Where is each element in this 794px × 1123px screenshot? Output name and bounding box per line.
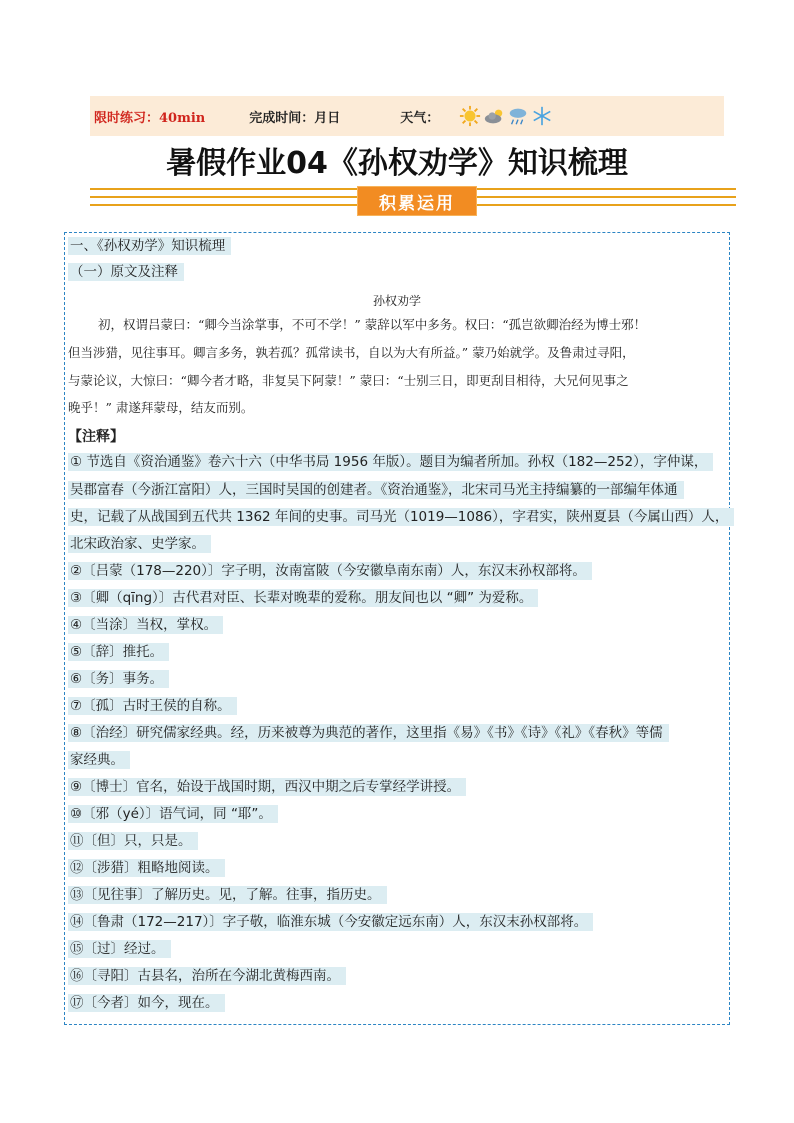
rain-icon <box>507 105 529 127</box>
note-item: ⑭〔鲁肃（172—217）〕字子敬，临淮东城（今安徽定远东南）人，东汉末孙权部将。 <box>68 912 593 932</box>
poem-line: 初，权谓吕蒙曰：“卿今当涂掌事，不可不学！” 蒙辞以军中多务。权曰：“孤岂欲卿治经为博士邪！ <box>98 317 647 332</box>
section-subheading: （一）原文及注释 <box>68 262 184 282</box>
poem-title: 孙权劝学 <box>372 294 421 308</box>
note-line: 史，记载了从战国到五代共 1362 年间的史事。司马光（1019—1086），字君实，陕州夏县（今属山西）人， <box>68 507 734 527</box>
note-item: ⑫〔涉猎〕粗略地阅读。 <box>68 858 225 878</box>
note-item: ⑧〔治经〕研究儒家经典。经，历来被尊为典范的著作，这里指《易》《书》《诗》《礼》《春秋》等儒 <box>68 723 669 743</box>
note-line: ① 节选自《资治通鉴》卷六十六（中华书局 1956 年版）。题目为编者所加。孙权（182—252），字仲谋， <box>68 452 713 472</box>
section-badge: 积累运用 <box>357 186 477 216</box>
note-item: ②〔吕蒙（178—220）〕字子明，汝南富陂（今安徽阜南东南）人，东汉末孙权部将。 <box>68 561 592 581</box>
note-item: ⑤〔辞〕推托。 <box>68 642 169 662</box>
page-title: 暑假作业04《孙权劝学》知识梳理 <box>166 146 628 181</box>
time-limit: 限时练习：40min <box>94 110 206 126</box>
note-item: ⑪〔但〕只，只是。 <box>68 831 198 851</box>
note-item: ③〔卿（qīng）〕古代君对臣、长辈对晚辈的爱称。朋友间也以 “卿” 为爱称。 <box>68 588 538 608</box>
note-item: 家经典。 <box>68 750 130 770</box>
cloud-icon <box>483 105 505 127</box>
note-item: ⑥〔务〕事务。 <box>68 669 169 689</box>
note-item: ⑩〔邪（yé）〕语气词，同 “耶”。 <box>68 804 278 824</box>
notes-heading: 【注释】 <box>68 429 124 445</box>
sun-icon <box>459 105 481 127</box>
snow-icon <box>531 105 553 127</box>
note-item: ④〔当涂〕当权，掌权。 <box>68 615 223 635</box>
note-line: 吴郡富春（今浙江富阳）人，三国时吴国的创建者。《资治通鉴》，北宋司马光主持编纂的一部编年体通 <box>68 480 684 500</box>
completion-time: 完成时间：月日 <box>249 110 341 126</box>
weather-icons <box>459 105 553 127</box>
weather-label: 天气： <box>400 110 440 126</box>
note-item: ⑰〔今者〕如今，现在。 <box>68 993 225 1013</box>
note-item: ⑮〔过〕经过。 <box>68 939 171 959</box>
note-item: ⑯〔寻阳〕古县名，治所在今湖北黄梅西南。 <box>68 966 346 986</box>
note-item: ⑦〔孤〕古时王侯的自称。 <box>68 696 237 716</box>
header-bar <box>90 96 724 136</box>
note-item: ⑨〔博士〕官名，始设于战国时期，西汉中期之后专掌经学讲授。 <box>68 777 466 797</box>
note-item: ⑬〔见往事〕了解历史。见，了解。往事，指历史。 <box>68 885 387 905</box>
poem-line: 但当涉猎，见往事耳。卿言多务，孰若孤？孤常读书，自以为大有所益。” 蒙乃始就学。及鲁肃过寻阳， <box>68 345 635 360</box>
poem-line: 晚乎！” 肃遂拜蒙母，结友而别。 <box>68 400 254 415</box>
section-heading: 一、《孙权劝学》知识梳理 <box>68 236 231 256</box>
note-line: 北宋政治家、史学家。 <box>68 534 211 554</box>
poem-line: 与蒙论议，大惊曰：“卿今者才略，非复吴下阿蒙！” 蒙曰：“士别三日，即更刮目相待，大兄何见事之 <box>68 373 629 388</box>
